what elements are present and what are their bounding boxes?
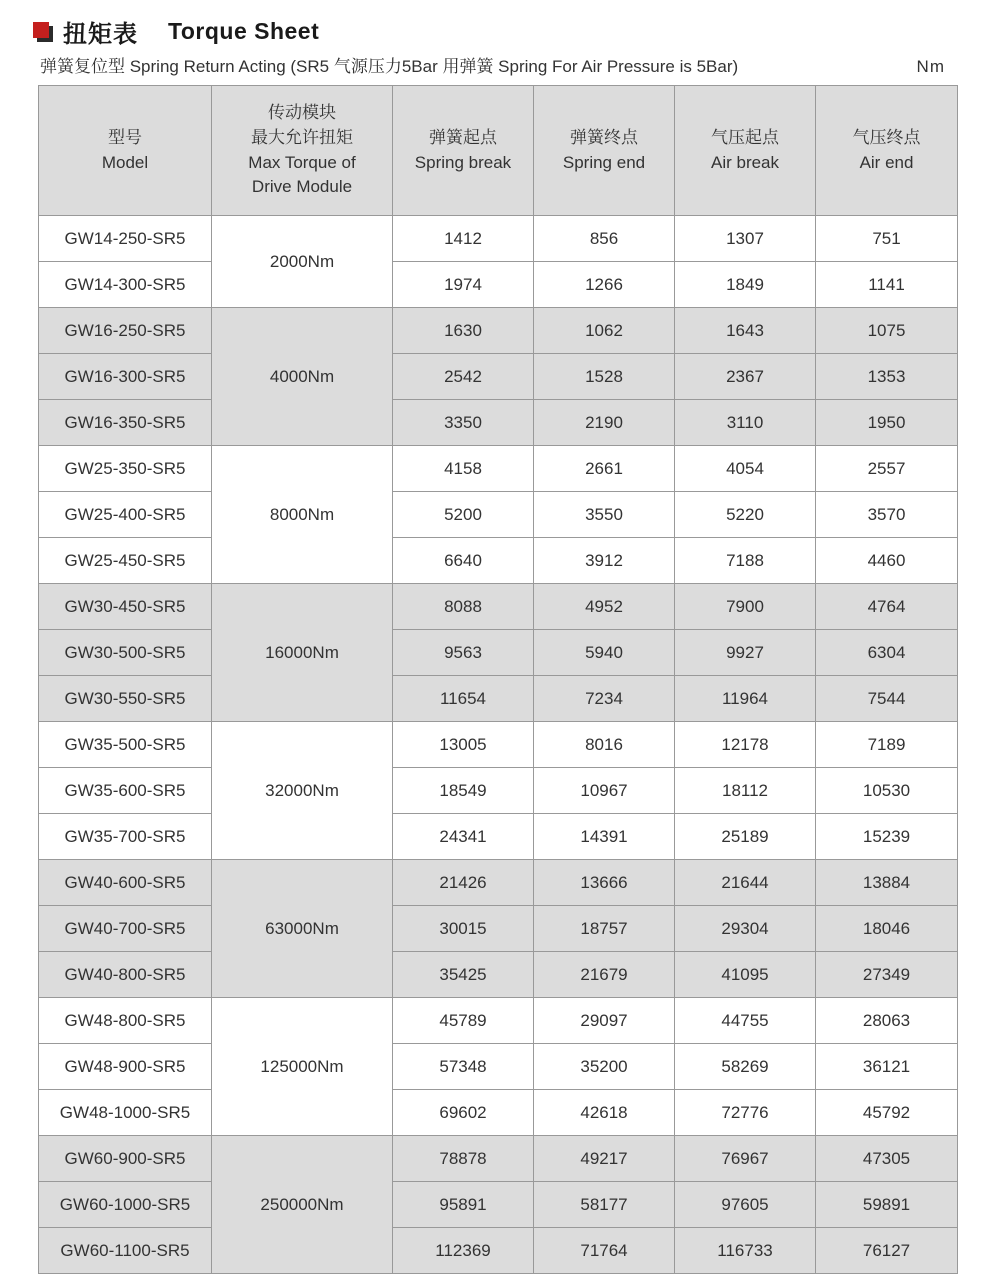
spring-break-cell: 35425 (393, 952, 534, 998)
spring-break-cell: 1412 (393, 216, 534, 262)
spring-end-cell: 2190 (534, 400, 675, 446)
table-row (39, 262, 958, 308)
model-cell: GW25-400-SR5 (39, 492, 212, 538)
unit-label: Nm (916, 57, 945, 76)
air-break-cell: 116733 (675, 1228, 816, 1274)
table-row (39, 492, 958, 538)
page-title-chinese: 扭矩表 (63, 21, 138, 48)
max-torque-cell: 4000Nm (212, 308, 393, 446)
air-end-cell: 18046 (816, 906, 958, 952)
table-row (39, 722, 958, 768)
air-break-cell: 97605 (675, 1182, 816, 1228)
table-row (39, 216, 958, 262)
header-air-end: 气压终点 Air end (816, 86, 958, 216)
spring-break-cell: 1630 (393, 308, 534, 354)
table-row (39, 860, 958, 906)
air-end-cell: 15239 (816, 814, 958, 860)
model-cell: GW30-500-SR5 (39, 630, 212, 676)
header-max-torque: 传动模块 最大允许扭矩 Max Torque of Drive Module (212, 86, 393, 216)
spring-end-cell: 4952 (534, 584, 675, 630)
red-square-bullet-icon (33, 22, 49, 38)
model-cell: GW25-450-SR5 (39, 538, 212, 584)
torque-table (38, 85, 958, 1274)
air-break-cell: 7900 (675, 584, 816, 630)
spring-break-cell: 11654 (393, 676, 534, 722)
spring-break-cell: 45789 (393, 998, 534, 1044)
subtitle-text: 弹簧复位型 Spring Return Acting (SR5 气源压力5Bar 用弹簧 Spring For Air Pressure is 5Bar) (40, 57, 739, 76)
header-model: 型号 Model (39, 86, 212, 216)
spring-end-cell: 2661 (534, 446, 675, 492)
table-header-row (39, 86, 958, 216)
subtitle-row (40, 52, 957, 77)
max-torque-cell: 250000Nm (212, 1136, 393, 1274)
air-end-cell: 47305 (816, 1136, 958, 1182)
air-break-cell: 1849 (675, 262, 816, 308)
max-torque-cell: 2000Nm (212, 216, 393, 308)
spring-end-cell: 3912 (534, 538, 675, 584)
spring-break-cell: 21426 (393, 860, 534, 906)
air-end-cell: 36121 (816, 1044, 958, 1090)
model-cell: GW14-250-SR5 (39, 216, 212, 262)
air-break-cell: 5220 (675, 492, 816, 538)
model-cell: GW60-900-SR5 (39, 1136, 212, 1182)
spring-break-cell: 69602 (393, 1090, 534, 1136)
max-torque-cell: 125000Nm (212, 998, 393, 1136)
spring-break-cell: 57348 (393, 1044, 534, 1090)
air-break-cell: 44755 (675, 998, 816, 1044)
spring-break-cell: 2542 (393, 354, 534, 400)
air-break-cell: 76967 (675, 1136, 816, 1182)
spring-break-cell: 112369 (393, 1228, 534, 1274)
spring-break-cell: 4158 (393, 446, 534, 492)
air-break-cell: 21644 (675, 860, 816, 906)
spring-break-cell: 78878 (393, 1136, 534, 1182)
model-cell: GW35-600-SR5 (39, 768, 212, 814)
spring-end-cell: 1266 (534, 262, 675, 308)
spring-break-cell: 1974 (393, 262, 534, 308)
spring-break-cell: 3350 (393, 400, 534, 446)
air-end-cell: 7189 (816, 722, 958, 768)
table-row (39, 906, 958, 952)
model-cell: GW25-350-SR5 (39, 446, 212, 492)
spring-break-cell: 6640 (393, 538, 534, 584)
max-torque-cell: 32000Nm (212, 722, 393, 860)
air-end-cell: 3570 (816, 492, 958, 538)
table-row (39, 814, 958, 860)
air-end-cell: 59891 (816, 1182, 958, 1228)
spring-end-cell: 35200 (534, 1044, 675, 1090)
model-cell: GW16-350-SR5 (39, 400, 212, 446)
air-break-cell: 9927 (675, 630, 816, 676)
model-cell: GW16-300-SR5 (39, 354, 212, 400)
header-air-break: 气压起点 Air break (675, 86, 816, 216)
model-cell: GW14-300-SR5 (39, 262, 212, 308)
spring-end-cell: 5940 (534, 630, 675, 676)
air-break-cell: 58269 (675, 1044, 816, 1090)
table-row (39, 768, 958, 814)
air-break-cell: 18112 (675, 768, 816, 814)
air-end-cell: 7544 (816, 676, 958, 722)
air-end-cell: 4764 (816, 584, 958, 630)
page-title-english: Torque Sheet (168, 18, 320, 44)
model-cell: GW35-500-SR5 (39, 722, 212, 768)
model-cell: GW60-1100-SR5 (39, 1228, 212, 1274)
spring-end-cell: 49217 (534, 1136, 675, 1182)
air-end-cell: 1075 (816, 308, 958, 354)
table-row (39, 354, 958, 400)
air-end-cell: 1950 (816, 400, 958, 446)
spring-end-cell: 856 (534, 216, 675, 262)
spring-break-cell: 5200 (393, 492, 534, 538)
spring-break-cell: 30015 (393, 906, 534, 952)
air-break-cell: 12178 (675, 722, 816, 768)
air-end-cell: 4460 (816, 538, 958, 584)
model-cell: GW40-600-SR5 (39, 860, 212, 906)
spring-end-cell: 29097 (534, 998, 675, 1044)
air-end-cell: 6304 (816, 630, 958, 676)
air-break-cell: 4054 (675, 446, 816, 492)
spring-end-cell: 18757 (534, 906, 675, 952)
air-break-cell: 29304 (675, 906, 816, 952)
spring-end-cell: 7234 (534, 676, 675, 722)
spring-break-cell: 24341 (393, 814, 534, 860)
spring-end-cell: 8016 (534, 722, 675, 768)
table-row (39, 1228, 958, 1274)
table-row (39, 1044, 958, 1090)
spring-break-cell: 18549 (393, 768, 534, 814)
air-end-cell: 1353 (816, 354, 958, 400)
spring-end-cell: 21679 (534, 952, 675, 998)
air-end-cell: 76127 (816, 1228, 958, 1274)
model-cell: GW48-1000-SR5 (39, 1090, 212, 1136)
spring-break-cell: 9563 (393, 630, 534, 676)
model-cell: GW16-250-SR5 (39, 308, 212, 354)
spring-end-cell: 71764 (534, 1228, 675, 1274)
max-torque-cell: 8000Nm (212, 446, 393, 584)
spring-end-cell: 13666 (534, 860, 675, 906)
max-torque-cell: 16000Nm (212, 584, 393, 722)
model-cell: GW30-450-SR5 (39, 584, 212, 630)
table-row (39, 308, 958, 354)
air-break-cell: 25189 (675, 814, 816, 860)
table-row (39, 1136, 958, 1182)
model-cell: GW48-800-SR5 (39, 998, 212, 1044)
model-cell: GW48-900-SR5 (39, 1044, 212, 1090)
table-row (39, 1090, 958, 1136)
spring-end-cell: 3550 (534, 492, 675, 538)
air-break-cell: 3110 (675, 400, 816, 446)
max-torque-cell: 63000Nm (212, 860, 393, 998)
spring-break-cell: 95891 (393, 1182, 534, 1228)
air-end-cell: 27349 (816, 952, 958, 998)
header-spring-end: 弹簧终点 Spring end (534, 86, 675, 216)
table-row (39, 446, 958, 492)
air-end-cell: 2557 (816, 446, 958, 492)
air-end-cell: 28063 (816, 998, 958, 1044)
air-break-cell: 72776 (675, 1090, 816, 1136)
air-break-cell: 41095 (675, 952, 816, 998)
spring-end-cell: 10967 (534, 768, 675, 814)
table-row (39, 1182, 958, 1228)
air-break-cell: 2367 (675, 354, 816, 400)
spring-end-cell: 58177 (534, 1182, 675, 1228)
spring-end-cell: 14391 (534, 814, 675, 860)
model-cell: GW35-700-SR5 (39, 814, 212, 860)
air-break-cell: 7188 (675, 538, 816, 584)
header-spring-break: 弹簧起点 Spring break (393, 86, 534, 216)
spring-break-cell: 13005 (393, 722, 534, 768)
model-cell: GW60-1000-SR5 (39, 1182, 212, 1228)
spring-end-cell: 1062 (534, 308, 675, 354)
table-row (39, 630, 958, 676)
spring-end-cell: 1528 (534, 354, 675, 400)
table-row (39, 952, 958, 998)
spring-break-cell: 8088 (393, 584, 534, 630)
spring-end-cell: 42618 (534, 1090, 675, 1136)
air-end-cell: 751 (816, 216, 958, 262)
table-row (39, 998, 958, 1044)
model-cell: GW40-800-SR5 (39, 952, 212, 998)
model-cell: GW40-700-SR5 (39, 906, 212, 952)
air-end-cell: 13884 (816, 860, 958, 906)
air-end-cell: 1141 (816, 262, 958, 308)
air-break-cell: 1307 (675, 216, 816, 262)
table-row (39, 676, 958, 722)
air-break-cell: 1643 (675, 308, 816, 354)
model-cell: GW30-550-SR5 (39, 676, 212, 722)
air-break-cell: 11964 (675, 676, 816, 722)
table-row (39, 400, 958, 446)
air-end-cell: 45792 (816, 1090, 958, 1136)
air-end-cell: 10530 (816, 768, 958, 814)
table-row (39, 584, 958, 630)
table-row (39, 538, 958, 584)
page-title (33, 14, 319, 49)
